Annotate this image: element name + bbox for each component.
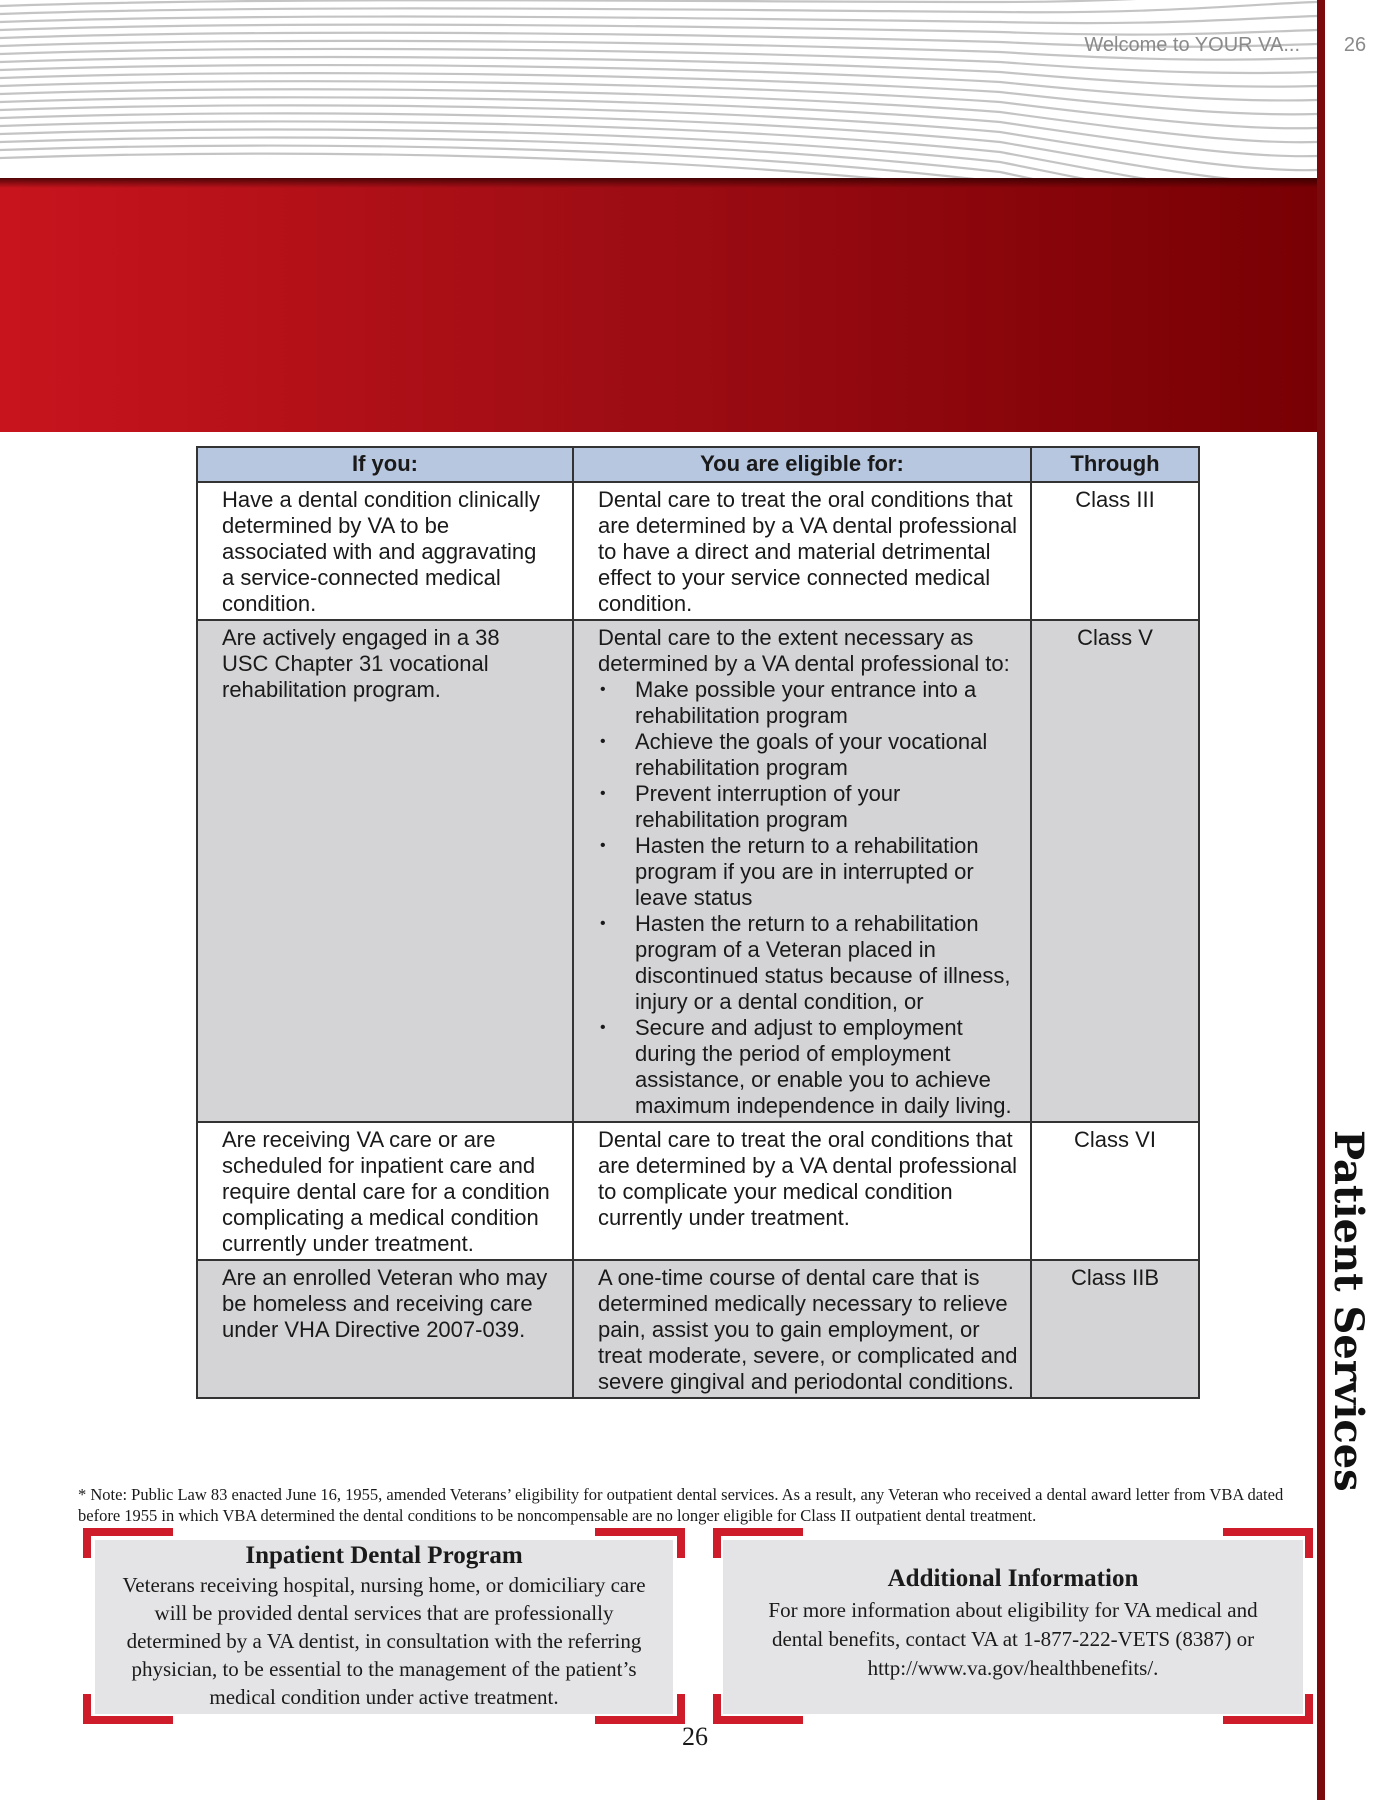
eligibility-bullet-list — [598, 677, 1018, 1119]
corner-bracket — [713, 1528, 721, 1558]
table-row — [197, 482, 1199, 620]
wave-header-graphic — [0, 0, 1317, 178]
list-item: • Secure and adjust to employment during the period of employment assistance, or enable you to achieve maximum independence in daily living. — [598, 1015, 1018, 1119]
corner-bracket — [713, 1528, 803, 1536]
list-item: • Prevent interruption of your rehabilitation program — [598, 781, 1018, 833]
corner-bracket — [83, 1694, 91, 1724]
column-header-if-you: If you: — [197, 447, 573, 482]
row-through: Class IIB — [1031, 1260, 1199, 1398]
inpatient-dental-box — [95, 1540, 673, 1714]
page-number-top: 26 — [1343, 34, 1367, 56]
info-box-body: For more information about eligibility for VA medical and dental benefits, contact VA at 1-877-222-VETS (8387) or http://www.va.gov/healthbenefits/. — [768, 1598, 1258, 1680]
row-eligible-for: A one-time course of dental care that is determined medically necessary to relieve pain, assist you to gain employment, or treat moderate, severe, or complicated and severe gingival and periodontal conditions. — [573, 1260, 1031, 1398]
row-condition: Are an enrolled Veteran who may be homeless and receiving care under VHA Directive 2007-039. — [197, 1260, 573, 1398]
row-eligible-for: Dental care to the extent necessary as determined by a VA dental professional to: — [598, 625, 1010, 676]
inpatient-box-title: Inpatient Dental Program — [245, 1542, 523, 1569]
corner-bracket — [1305, 1694, 1313, 1724]
list-item: • Hasten the return to a rehabilitation program of a Veteran placed in discontinued status because of illness, injury or a dental condition, or — [598, 911, 1018, 1015]
row-condition: Have a dental condition clinically determined by VA to be associated with and aggravating a service-connected medical condition. — [197, 482, 573, 620]
table-row — [197, 1260, 1199, 1398]
list-item: • Achieve the goals of your vocational rehabilitation program — [598, 729, 1018, 781]
wave-lines — [0, 0, 1317, 178]
row-through: Class III — [1031, 482, 1199, 620]
red-banner — [0, 178, 1317, 432]
row-through: Class VI — [1031, 1122, 1199, 1260]
corner-bracket — [1223, 1528, 1313, 1536]
table-row — [197, 620, 1199, 1122]
corner-bracket — [1223, 1716, 1313, 1724]
running-title: Welcome to YOUR VA... — [1084, 34, 1300, 56]
corner-bracket — [83, 1716, 173, 1724]
row-condition: Are actively engaged in a 38 USC Chapter 31 vocational rehabilitation program. — [197, 620, 573, 1122]
row-through: Class V — [1031, 620, 1199, 1122]
row-eligible-for: Dental care to treat the oral conditions that are determined by a VA dental professional to have a direct and material detrimental effect to your service connected medical condition. — [573, 482, 1031, 620]
footnote: * Note: Public Law 83 enacted June 16, 1955, amended Veterans’ eligibility for outpatient dental services. As a result, any Veteran who received a dental award letter from VBA dated before 1955 in which VBA determined the dental conditions to be noncompensable are no longer eligible for Class II outpatient dental treatment. — [78, 1485, 1284, 1525]
corner-bracket — [677, 1694, 685, 1724]
row-eligible-for-cell — [573, 620, 1031, 1122]
column-header-eligible-for: You are eligible for: — [573, 447, 1031, 482]
list-item: • Hasten the return to a rehabilitation program if you are in interrupted or leave status — [598, 833, 1018, 911]
list-item: • Make possible your entrance into a rehabilitation program — [598, 677, 1018, 729]
info-box-title: Additional Information — [887, 1565, 1139, 1592]
row-eligible-for: Dental care to treat the oral conditions that are determined by a VA dental professional to complicate your medical condition currently under treatment. — [573, 1122, 1031, 1260]
corner-bracket — [83, 1528, 173, 1536]
inpatient-box-body: Veterans receiving hospital, nursing home, or domiciliary care will be provided dental services that are professionally determined by a VA dentist, in consultation with the referring physician, to be essential to the management of the patient’s medical condition under active treatment. — [122, 1573, 646, 1709]
corner-bracket — [595, 1528, 685, 1536]
page-number-bottom: 26 — [682, 1722, 708, 1751]
red-banner-shadow — [0, 178, 1317, 188]
corner-bracket — [713, 1694, 721, 1724]
corner-bracket — [1305, 1528, 1313, 1558]
section-side-label: Patient Services — [1325, 1130, 1372, 1492]
table-row — [197, 1122, 1199, 1260]
table-header-row — [197, 447, 1199, 482]
row-condition: Are receiving VA care or are scheduled for inpatient care and require dental care for a condition complicating a medical condition currently under treatment. — [197, 1122, 573, 1260]
corner-bracket — [677, 1528, 685, 1558]
eligibility-table — [196, 446, 1200, 1399]
vertical-rule — [1317, 0, 1325, 1800]
corner-bracket — [83, 1528, 91, 1558]
column-header-through: Through — [1031, 447, 1199, 482]
additional-info-box — [723, 1540, 1303, 1714]
